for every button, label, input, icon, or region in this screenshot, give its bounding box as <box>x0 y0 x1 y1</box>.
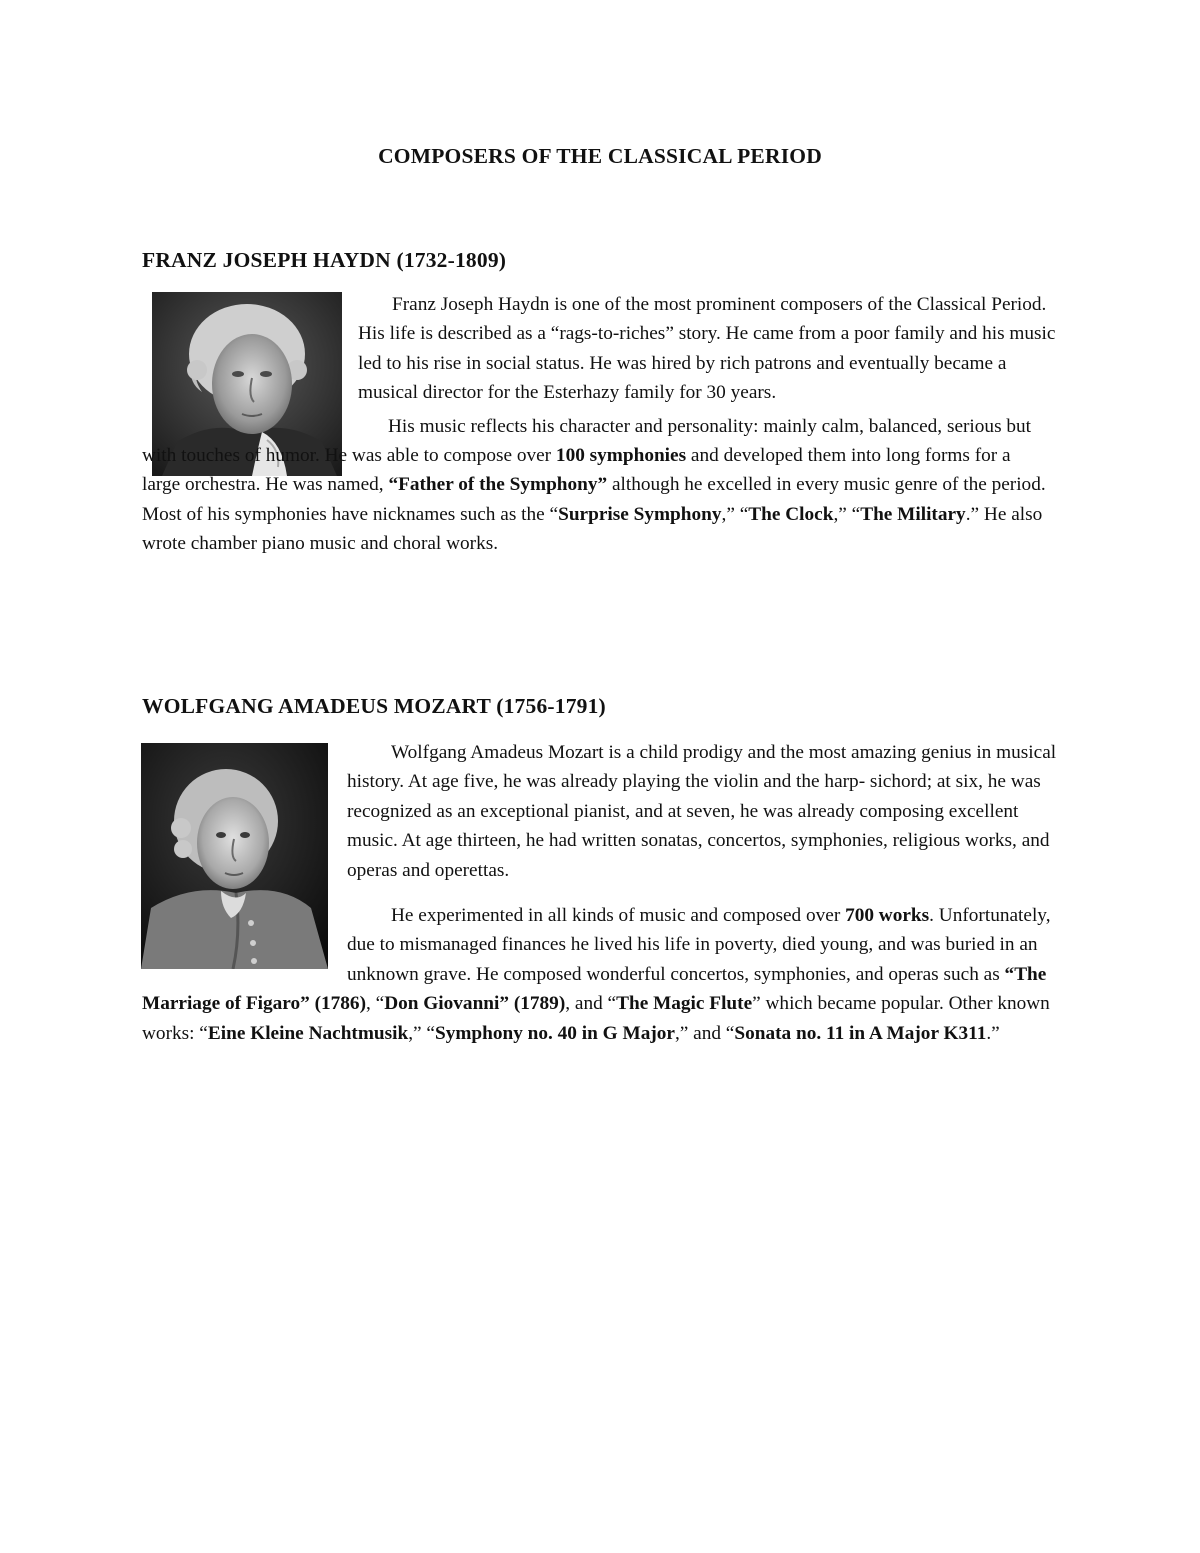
portrait-wrap-spacer <box>142 901 347 967</box>
text-run: , and “ <box>565 993 617 1015</box>
bold-text-run: Symphony no. 40 in G Major <box>434 1022 675 1044</box>
bold-text-run: The Magic Flute <box>616 993 753 1015</box>
haydn-bio <box>142 290 1062 559</box>
bold-text-run: Don Giovanni” (1789) <box>384 993 566 1015</box>
bold-text-run: The Military <box>860 503 966 525</box>
bold-text-run: “Father of the Symphony” <box>388 474 608 496</box>
bold-text-run: 700 works <box>845 905 930 927</box>
text-run: ,” “ <box>408 1022 435 1044</box>
bold-text-run: Surprise Symphony <box>558 503 722 525</box>
page-title: COMPOSERS OF THE CLASSICAL PERIOD <box>378 144 822 168</box>
haydn-paragraph-1: Franz Joseph Haydn is one of the most prominent composers of the Classical Period. His life is described as a “rags-to-riches” story. He came from a poor family and his music led to his rise in social status. He was hired by rich patrons and eventually became a musical director for the Esterhazy family for 30 years. <box>358 294 1056 404</box>
text-run: ,” “ <box>721 503 749 525</box>
bold-text-run: Sonata no. 11 in A Major K311 <box>734 1022 987 1044</box>
text-run: ,” and “ <box>674 1022 735 1044</box>
text-run: ” which became popular. Other known works: “ <box>142 993 1050 1044</box>
mozart-paragraph-1: Wolfgang Amadeus Mozart is a child prodigy and the most amazing genius in musical history. At age five, he was already playing the violin and the harp- sichord; at six, he was recognized as an exceptional pianist, and at seven, he was already composing excellent music. At age thirteen, he had written sonatas, concertos, symphonies, religious works, and operas and operettas. <box>347 742 1057 881</box>
text-run: ,” “ <box>833 503 861 525</box>
bold-text-run: “The Marriage of Figaro” (1786) <box>142 963 1047 1015</box>
mozart-heading: WOLFGANG AMADEUS MOZART (1756-1791) <box>142 694 606 718</box>
text-run: His music reflects his character and personality: mainly calm, balanced, serious but with touches of humor. He was able to compose over <box>142 415 1032 467</box>
text-run: and developed them into long forms for a large orchestra. He was named, <box>142 445 1011 496</box>
bold-text-run: The Clock <box>748 503 834 525</box>
text-run: although he excelled in every music genre of the period. Most of his symphonies have nicknames such as the “ <box>142 474 1046 525</box>
bold-text-run: Eine Kleine Nachtmusik <box>207 1022 409 1044</box>
text-run: .” He also wrote chamber piano music and choral works. <box>142 503 1043 555</box>
text-run: .” <box>986 1022 1000 1044</box>
bold-text-run: 100 symphonies <box>555 445 687 467</box>
mozart-bio <box>142 738 1062 1048</box>
haydn-paragraph-2 <box>142 412 1050 559</box>
haydn-heading: FRANZ JOSEPH HAYDN (1732-1809) <box>142 248 507 272</box>
mozart-paragraph-2-start <box>142 901 1062 1048</box>
text-run: He experimented in all kinds of music and composed over <box>391 905 846 927</box>
text-run: . Unfortunately, due to mismanaged finances he lived his life in poverty, died young, and was buried in an unknown grave. He composed wonderful concertos, symphonies, and operas such as <box>347 905 1051 985</box>
text-run: , “ <box>365 993 385 1015</box>
